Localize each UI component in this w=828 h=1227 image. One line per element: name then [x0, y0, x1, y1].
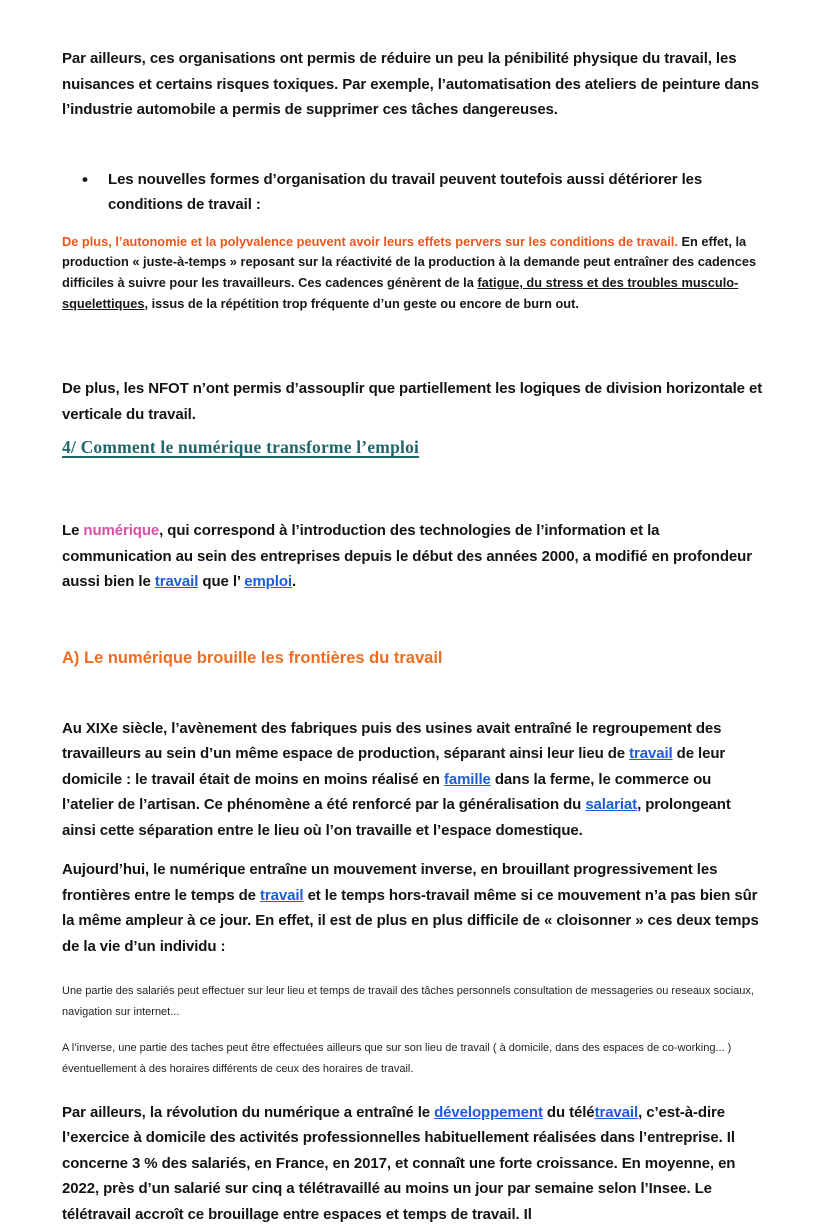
subsection-heading-a [62, 649, 766, 668]
text-run: , qui correspond à l’introduction des technologies de l’information et la communication au sein des entreprises depuis le début des années 2000, a modifié en profondeur aussi bien le [62, 522, 752, 591]
text-run: De plus, les NFOT n’ont permis d’assouplir que partiellement les logiques de division horizontale et verticale du travail. [62, 380, 763, 423]
inline-link[interactable]: salariat [585, 796, 638, 814]
text-run: Par ailleurs, la révolution du numérique a entraîné le [62, 1103, 435, 1121]
text-run: De plus, l’autonomie et la polyvalence peuvent avoir leurs effets pervers sur les conditions de travail. [62, 233, 678, 249]
paragraph-teletravail [62, 1100, 766, 1227]
paragraph-taches-ailleurs [62, 1038, 766, 1080]
text-run: fatigue, du stress et des troubles musculo-squelettiques [62, 274, 739, 311]
inline-link[interactable]: emploi [244, 573, 292, 591]
bullet-nouvelles-formes [62, 167, 766, 218]
inline-link[interactable]: famille [443, 770, 491, 788]
section-heading-4 [62, 437, 766, 458]
text-run: A) Le numérique brouille les frontières du travail [62, 648, 443, 667]
inline-link[interactable]: développement [434, 1103, 543, 1121]
inline-link[interactable]: travail [154, 573, 199, 591]
paragraph-penibilite [62, 46, 766, 123]
text-run: dans la ferme, le commerce ou l’atelier de l’artisan. Ce phénomène a été renforcé par la généralisation du [62, 770, 712, 814]
text-run: que l’ [198, 573, 245, 591]
inline-link[interactable]: travail [629, 745, 673, 763]
text-run: de leur domicile : le travail était de moins en moins réalisé en [62, 745, 726, 788]
text-run: Une partie des salariés peut effectuer sur leur lieu et temps de travail des tâches personnels consultation de messageries ou reseaux sociaux, navigation sur internet... [62, 985, 754, 1019]
document-content [62, 46, 766, 1227]
paragraph-autonomie-polyvalence [62, 232, 766, 315]
text-run: Aujourd’hui, le numérique entraîne un mouvement inverse, en brouillant progressivement les frontières entre le temps de [62, 861, 718, 904]
inline-link[interactable]: travail [260, 886, 304, 904]
text-run: Au XIXe siècle, l’avènement des fabriques puis des usines avait entraîné le regroupement des travailleurs au sein d’un même espace de production, séparant ainsi leur lieu de [62, 719, 722, 763]
text-run: Le [62, 522, 84, 540]
paragraph-mouvement-inverse [62, 857, 766, 959]
text-run: A l’inverse, une partie des taches peut être effectuées ailleurs que sur son lieu de travail ( à domicile, dans des espaces de co-working... ) éventuellement à des horaires différents de ceux des horaires de travail. [62, 1041, 732, 1075]
text-run: numérique [83, 522, 160, 540]
text-run: En effet, la production « juste-à-temps » reposant sur la réactivité de la production à la demande peut entraîner des cadences difficiles à suivre pour les travailleurs. Ces cadences génèrent de la [62, 233, 757, 290]
text-run: et le temps hors-travail même si ce mouvement n’a pas bien sûr la même ampleur à ce jour. En effet, il est de plus en plus difficile de « cloisonner » ces deux temps de la vie d’un individu : [62, 886, 759, 955]
text-run: , issus de la répétition trop fréquente d’un geste ou encore de burn out. [144, 295, 579, 311]
paragraph-nfot [62, 376, 766, 427]
paragraph-xixe-siecle [62, 716, 766, 844]
text-run: . [291, 573, 297, 591]
text-run: 4/ Comment le numérique transforme l’emploi [62, 437, 420, 458]
text-run: , prolongeant ainsi cette séparation entre le lieu où l’on travaille et l’espace domestique. [62, 796, 731, 839]
paragraph-definition-numerique [62, 518, 766, 595]
text-run: Les nouvelles formes d’organisation du travail peuvent toutefois aussi détériorer les conditions de travail : [108, 170, 703, 213]
text-run: Par ailleurs, ces organisations ont permis de réduire un peu la pénibilité physique du travail, les nuisances et certains risques toxiques. Par exemple, l’automatisation des ateliers de peinture dans l’industrie automobile a permis de supprimer ces tâches dangereuses. [62, 50, 760, 118]
text-run: du télé [542, 1103, 595, 1121]
text-run: , c’est-à-dire l’exercice à domicile des activités professionnelles habituellement réalisées dans l’entreprise. Il concerne 3 % des salariés, en France, en 2017, et connaît une forte croissance. En moyenne, en 2022, près d’un salarié sur cinq a télétravaillé au moins un jour par semaine selon l’Insee. Le télétravail accroît ce brouillage entre espaces et temps de travail. Il [62, 1103, 736, 1223]
paragraph-taches-personnelles [62, 981, 766, 1023]
inline-link[interactable]: travail [594, 1103, 639, 1121]
bullet-marker: • [82, 169, 88, 189]
